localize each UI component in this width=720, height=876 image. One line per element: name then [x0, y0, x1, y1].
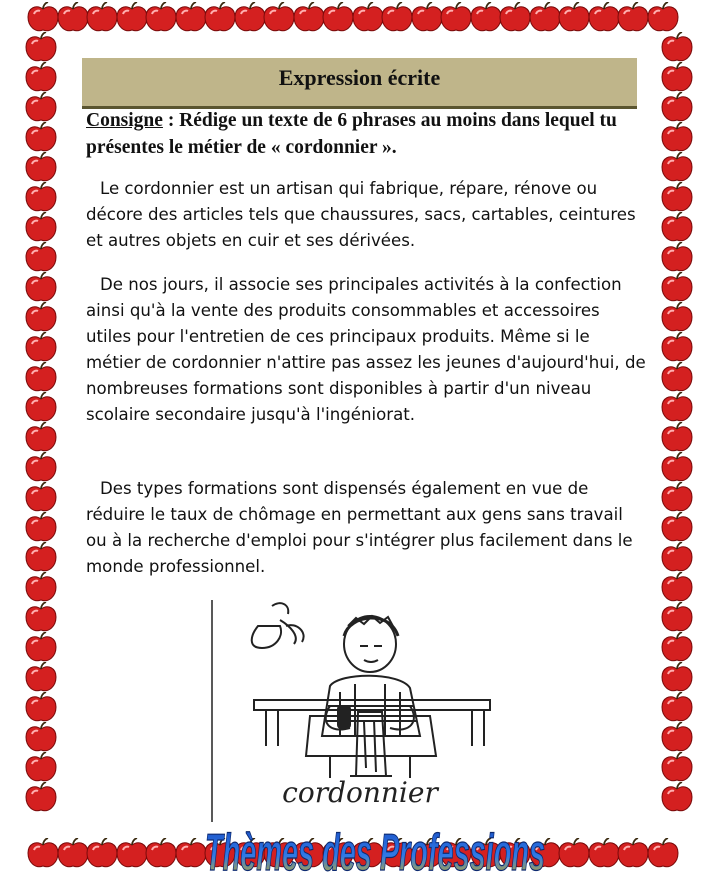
apple-icon: [24, 362, 58, 394]
apple-icon: [660, 212, 694, 244]
paragraph-2: De nos jours, il associe ses principales activités à la confection ainsi qu'à la vente des produits consommables et accessoires utiles pour l'entretien de ces principaux produits. Même si le métier de cordonnier n'attire pas assez les jeunes d'aujourd'hui, de nombreuses formations sont disponibles à partir d'un niveau scolaire secondaire jusqu'à l'ingéniorat.: [86, 275, 646, 424]
apple-icon: [26, 2, 60, 34]
apple-icon: [24, 122, 58, 154]
apple-icon: [24, 632, 58, 664]
apple-icon: [660, 392, 694, 424]
apple-icon: [660, 362, 694, 394]
apple-icon: [660, 272, 694, 304]
apple-icon: [24, 482, 58, 514]
apple-icon: [144, 838, 178, 870]
apple-icon: [24, 512, 58, 544]
apple-icon: [660, 302, 694, 334]
apple-icon: [380, 2, 414, 34]
cobbler-illustration: [210, 596, 510, 826]
paragraph-1: Le cordonnier est un artisan qui fabrique, répare, rénove ou décore des articles tels que chaussures, sacs, cartables, ceintures et autres objets en cuir et ses dérivées.: [86, 179, 636, 250]
apple-icon: [24, 662, 58, 694]
apple-icon: [24, 182, 58, 214]
apple-icon: [24, 722, 58, 754]
instruction-label: Consigne: [86, 110, 163, 131]
apple-icon: [660, 692, 694, 724]
apple-icon: [24, 212, 58, 244]
apple-icon: [24, 152, 58, 184]
apple-icon: [660, 602, 694, 634]
apple-icon: [660, 332, 694, 364]
themes-banner: [195, 812, 555, 872]
instruction-text: : Rédige un texte de 6 phrases au moins dans lequel tu présentes le métier de « cordonnier ».: [86, 110, 617, 158]
apple-icon: [557, 2, 591, 34]
apple-icon: [439, 2, 473, 34]
apple-icon: [24, 332, 58, 364]
apple-icon: [646, 2, 680, 34]
apple-icon: [660, 422, 694, 454]
apple-icon: [557, 838, 591, 870]
apple-icon: [660, 62, 694, 94]
apple-icon: [262, 2, 296, 34]
apple-icon: [660, 572, 694, 604]
apple-icon: [660, 182, 694, 214]
apple-icon: [616, 2, 650, 34]
apple-icon: [660, 122, 694, 154]
apple-icon: [24, 752, 58, 784]
apple-icon: [24, 302, 58, 334]
apple-icon: [660, 482, 694, 514]
apple-icon: [660, 452, 694, 484]
apple-icon: [24, 32, 58, 64]
apple-icon: [660, 92, 694, 124]
apple-icon: [24, 692, 58, 724]
apple-icon: [498, 2, 532, 34]
apple-icon: [660, 662, 694, 694]
apple-icon: [646, 838, 680, 870]
page-title: Expression écrite: [82, 58, 637, 109]
apple-icon: [26, 838, 60, 870]
apple-icon: [24, 242, 58, 274]
apple-icon: [24, 62, 58, 94]
apple-icon: [24, 572, 58, 604]
illustration-caption: cordonnier: [282, 776, 438, 809]
apple-icon: [660, 722, 694, 754]
apple-icon: [660, 632, 694, 664]
instruction: [86, 107, 646, 161]
apple-icon: [85, 838, 119, 870]
banner-text: Thèmes des Professions: [205, 824, 545, 872]
apple-icon: [616, 838, 650, 870]
apple-icon: [660, 752, 694, 784]
apple-icon: [660, 782, 694, 814]
apple-icon: [24, 602, 58, 634]
apple-icon: [24, 392, 58, 424]
apple-icon: [24, 92, 58, 124]
apple-icon: [660, 152, 694, 184]
apple-icon: [660, 32, 694, 64]
paragraph-3: Des types formations sont dispensés également en vue de réduire le taux de chômage en permettant aux gens sans travail ou à la recherche d'emploi pour s'intégrer plus facilement dans le monde professionnel.: [86, 479, 633, 576]
apple-icon: [660, 242, 694, 274]
apple-icon: [203, 2, 237, 34]
apple-icon: [321, 2, 355, 34]
apple-icon: [24, 782, 58, 814]
apple-icon: [144, 2, 178, 34]
apple-icon: [660, 542, 694, 574]
apple-icon: [85, 2, 119, 34]
apple-icon: [24, 452, 58, 484]
apple-icon: [24, 542, 58, 574]
apple-icon: [24, 422, 58, 454]
apple-icon: [660, 512, 694, 544]
apple-icon: [24, 272, 58, 304]
